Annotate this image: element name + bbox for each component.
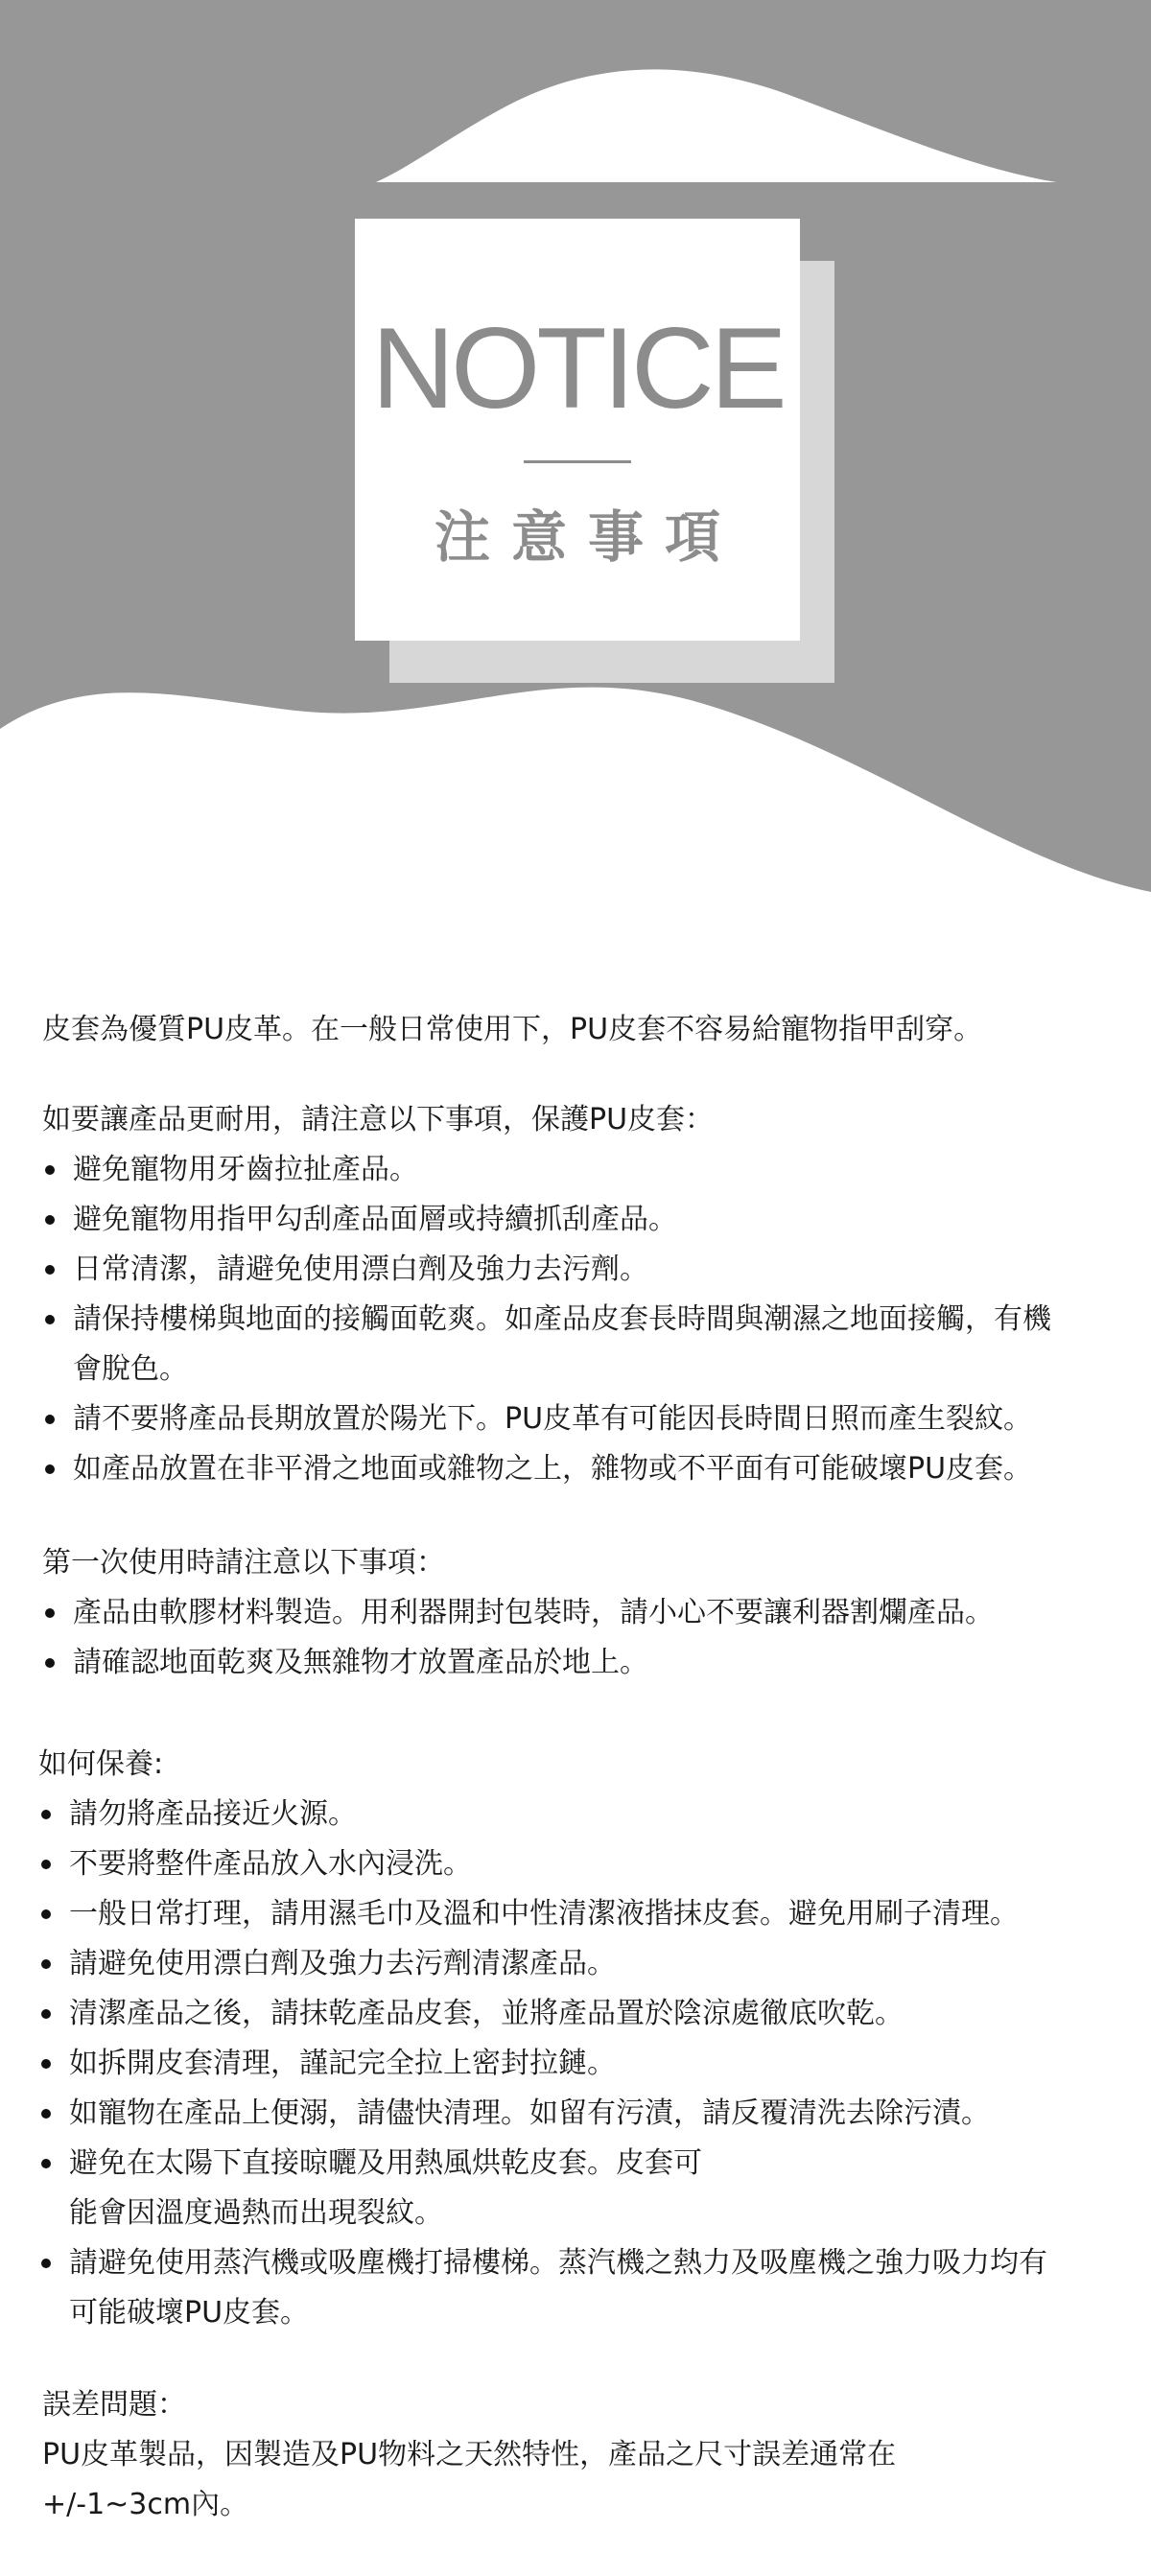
list-item: 產品由軟膠材料製造。用利器開封包裝時，請小心不要讓利器割爛產品。 bbox=[42, 1588, 1116, 1638]
list-item: 請避免使用蒸汽機或吸塵機打掃樓梯。蒸汽機之熱力及吸塵機之強力吸力均有可能破壞PU皮套。 bbox=[38, 2238, 1067, 2338]
list-item: 請確認地面乾爽及無雜物才放置產品於地上。 bbox=[42, 1638, 1116, 1688]
first-use-heading: 第一次使用時請注意以下事項： bbox=[42, 1546, 445, 1580]
first-use-list bbox=[42, 1588, 1116, 1688]
list-item: 避免寵物用指甲勾刮產品面層或持續抓刮產品。 bbox=[42, 1195, 1116, 1245]
list-item: 請避免使用漂白劑及強力去污劑清潔產品。 bbox=[38, 1939, 1113, 1989]
notice-subtitle: 注意事項 bbox=[434, 504, 741, 570]
maintenance-section bbox=[38, 1740, 1113, 2338]
list-item: 請保持樓梯與地面的接觸面乾爽。如產品皮套長時間與潮濕之地面接觸，有機會脫色。 bbox=[42, 1295, 1051, 1394]
notice-title: NOTICE bbox=[371, 304, 784, 433]
tolerance-section bbox=[42, 2380, 1001, 2530]
list-item: 不要將整件產品放入水內浸洗。 bbox=[38, 1839, 1113, 1889]
list-item: 清潔產品之後，請抹乾產品皮套，並將產品置於陰涼處徹底吹乾。 bbox=[38, 1989, 1113, 2039]
notice-card bbox=[355, 219, 800, 641]
care-tips-list bbox=[42, 1145, 1116, 1494]
care-tips-section bbox=[42, 1095, 1116, 1494]
first-use-section bbox=[42, 1538, 1116, 1688]
care-tips-heading: 如要讓產品更耐用，請注意以下事項，保護PU皮套： bbox=[42, 1103, 715, 1136]
list-item: 請勿將產品接近火源。 bbox=[38, 1790, 1113, 1839]
list-item: 如產品放置在非平滑之地面或雜物之上，雜物或不平面有可能破壞PU皮套。 bbox=[42, 1444, 1116, 1494]
list-item: 如寵物在產品上便溺，請儘快清理。如留有污漬，請反覆清洗去除污漬。 bbox=[38, 2089, 1113, 2139]
list-item: 請不要將產品長期放置於陽光下。PU皮革有可能因長時間日照而產生裂紋。 bbox=[42, 1394, 1116, 1444]
maintenance-heading: 如何保養: bbox=[38, 1747, 164, 1781]
tolerance-heading: 誤差問題： bbox=[42, 2388, 186, 2422]
maintenance-list bbox=[38, 1790, 1113, 2338]
list-item: 日常清潔，請避免使用漂白劑及強力去污劑。 bbox=[42, 1245, 1116, 1295]
list-item: 避免寵物用牙齒拉扯產品。 bbox=[42, 1145, 1116, 1195]
list-item: 避免在太陽下直接晾曬及用熱風烘乾皮套。皮套可能會因溫度過熱而出現裂紋。 bbox=[38, 2139, 702, 2238]
list-item: 一般日常打理，請用濕毛巾及溫和中性清潔液揩抹皮套。避免用刷子清理。 bbox=[38, 1889, 1113, 1939]
intro-text: 皮套為優質PU皮革。在一般日常使用下，PU皮套不容易給寵物指甲刮穿。 bbox=[42, 1013, 983, 1046]
notice-banner bbox=[0, 0, 1151, 892]
tolerance-text: PU皮革製品，因製造及PU物料之天然特性，產品之尺寸誤差通常在+/-1~3cm內。 bbox=[42, 2438, 897, 2521]
title-divider bbox=[524, 460, 631, 463]
list-item: 如拆開皮套清理，謹記完全拉上密封拉鏈。 bbox=[38, 2039, 1113, 2089]
